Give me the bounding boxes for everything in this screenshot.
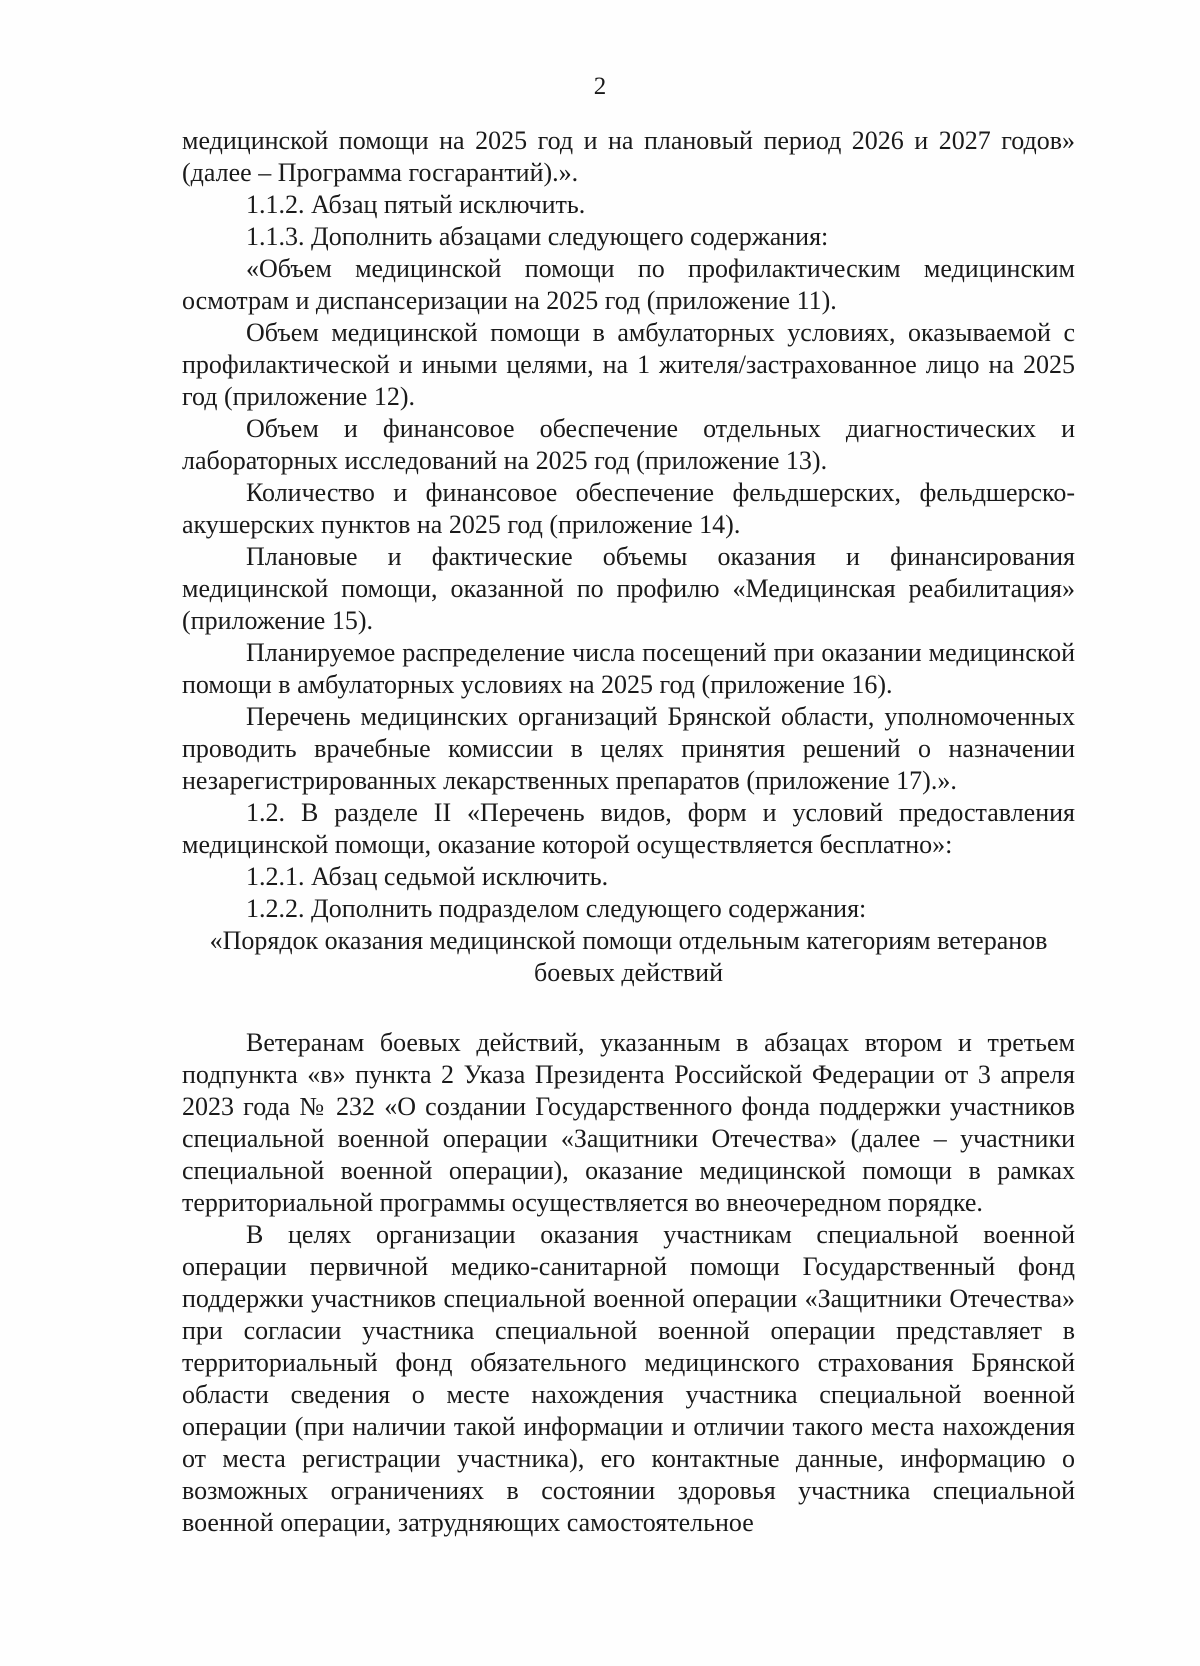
page-number: 2 (593, 73, 607, 100)
paragraph: 1.2.1. Абзац седьмой исключить. (246, 862, 609, 891)
paragraph: Ветеранам боевых действий, указанным в абзацах втором и третьем подпункта «в» пункта 2 Указа Президента Российской Федерации от 3 апреля 2023 года № 232 «О создании Государственного фонда поддержки участников специальной военной операции «Защитники Отечества» (далее – участники специальной военной операции), оказание медицинской помощи в рамках территориальной программы осуществляется во внеочередном порядке. (182, 1028, 1075, 1217)
paragraph: Объем и финансовое обеспечение отдельных диагностических и лабораторных исследований на 2025 год (приложение 13). (182, 414, 1075, 475)
paragraph: Перечень медицинских организаций Брянской области, уполномоченных проводить врачебные комиссии в целях принятия решений о назначении незарегистрированных лекарственных препаратов (приложение 17).». (182, 702, 1075, 795)
paragraph: «Объем медицинской помощи по профилактическим медицинским осмотрам и диспансеризации на 2025 год (приложение 11). (182, 254, 1075, 315)
section-heading: «Порядок оказания медицинской помощи отдельным категориям ветеранов боевых действий (209, 926, 1048, 987)
paragraph: Планируемое распределение числа посещений при оказании медицинской помощи в амбулаторных условиях на 2025 год (приложение 16). (182, 638, 1075, 699)
document-body (182, 125, 1075, 1539)
paragraph: 1.1.2. Абзац пятый исключить. (246, 190, 586, 219)
paragraph: медицинской помощи на 2025 год и на плановый период 2026 и 2027 годов» (далее – Программа госгарантий).». (182, 126, 1075, 187)
paragraph: Плановые и фактические объемы оказания и финансирования медицинской помощи, оказанной по профилю «Медицинская реабилитация» (приложение 15). (182, 542, 1075, 635)
paragraph: 1.2.2. Дополнить подразделом следующего содержания: (246, 894, 867, 923)
paragraph: 1.1.3. Дополнить абзацами следующего содержания: (246, 222, 829, 251)
paragraph: 1.2. В разделе II «Перечень видов, форм и условий предоставления медицинской помощи, оказание которой осуществляется бесплатно»: (182, 798, 1075, 859)
spacer (182, 989, 1075, 1027)
paragraph: В целях организации оказания участникам специальной военной операции первичной медико-санитарной помощи Государственный фонд поддержки участников специальной военной операции «Защитники Отечества» при согласии участника специальной военной операции представляет в территориальный фонд обязательного медицинского страхования Брянской области сведения о месте нахождения участника специальной военной операции (при наличии такой информации и отличии такого места нахождения от места регистрации участника), его контактные данные, информацию о возможных ограничениях в состоянии здоровья участника специальной военной операции, затрудняющих самостоятельное (182, 1220, 1075, 1537)
paragraph: Объем медицинской помощи в амбулаторных условиях, оказываемой с профилактической и иными целями, на 1 жителя/застрахованное лицо на 2025 год (приложение 12). (182, 318, 1075, 411)
paragraph: Количество и финансовое обеспечение фельдшерских, фельдшерско-акушерских пунктов на 2025 год (приложение 14). (182, 478, 1075, 539)
